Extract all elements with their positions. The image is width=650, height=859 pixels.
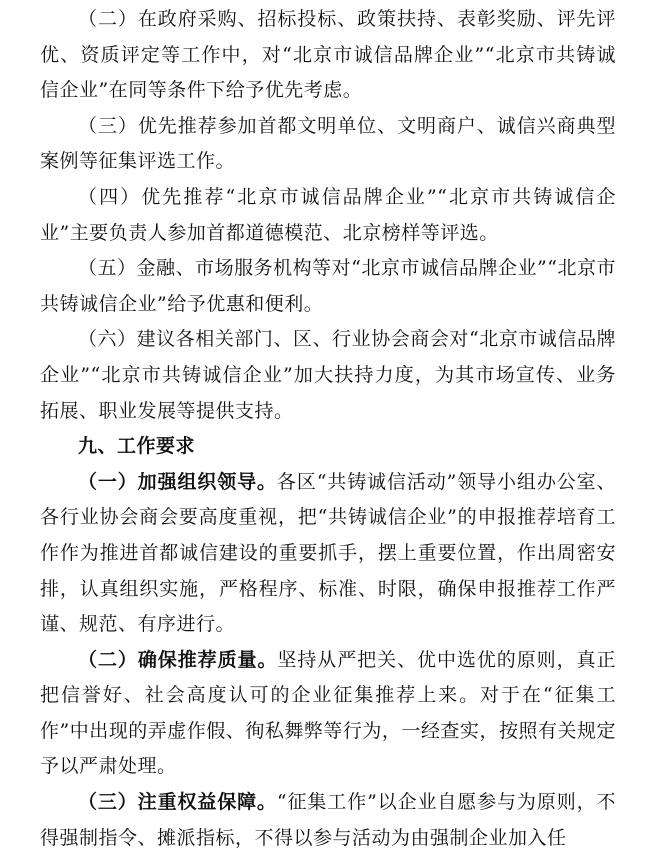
paragraph-priority-procurement: （二）在政府采购、招标投标、政策扶持、表彰奖励、评先评优、资质评定等工作中，对“北京市诚信品牌企业”“北京市共铸诚信企业”在同等条件下给予优先考虑。 [40, 8, 616, 102]
paragraph-requirement-quality [40, 643, 616, 785]
paragraph-priority-civilization-selection: （三）优先推荐参加首都文明单位、文明商户、诚信兴商典型案例等征集评选工作。 [40, 114, 616, 173]
paragraph-requirement-rights [40, 785, 616, 856]
requirement-body-quality: 坚持从严把关、优中选优的原则，真正把信誉好、社会高度认可的企业征集推荐上来。对于在“征集工作”中出现的弄虚作假、徇私舞弊等行为，一经查实，按照有关规定予以严肃处理。 [40, 648, 616, 778]
requirement-body-rights: “征集工作”以企业自愿参与为原则，不得强制指令、摊派指标，不得以参与活动为由强制企业加入任 [40, 791, 616, 849]
paragraph-requirement-organization [40, 465, 616, 643]
paragraph-financial-benefits: （五）金融、市场服务机构等对“北京市诚信品牌企业”“北京市共铸诚信企业”给予优惠和便利。 [40, 257, 616, 315]
paragraph-support-suggestion: （六）建议各相关部门、区、行业协会商会对“北京市诚信品牌企业”“北京市共铸诚信企业”加大扶持力度，为其市场宣传、业务拓展、职业发展等提供支持。 [40, 328, 616, 422]
requirement-lead-organization: （一）加强组织领导。 [78, 470, 277, 493]
requirement-body-organization: 各区“共铸诚信活动”领导小组办公室、各行业协会商会要高度重视，把“共铸诚信企业”的申报推荐培育工作作为推进首都诚信建设的重要抓手，摆上重要位置，作出周密安排，认真组织实施，严格程序、标准、时限，确保申报推荐工作严谨、规范、有序进行。 [40, 470, 616, 636]
requirement-lead-rights: （三）注重权益保障。 [78, 791, 277, 814]
requirement-lead-quality: （二）确保推荐质量。 [78, 648, 278, 671]
paragraph-priority-leader-recommendation: （四）优先推荐“北京市诚信品牌企业”“北京市共铸诚信企业”主要负责人参加首都道德模范、北京榜样等评选。 [40, 185, 616, 244]
section-heading-work-requirements: 九、工作要求 [78, 435, 196, 458]
